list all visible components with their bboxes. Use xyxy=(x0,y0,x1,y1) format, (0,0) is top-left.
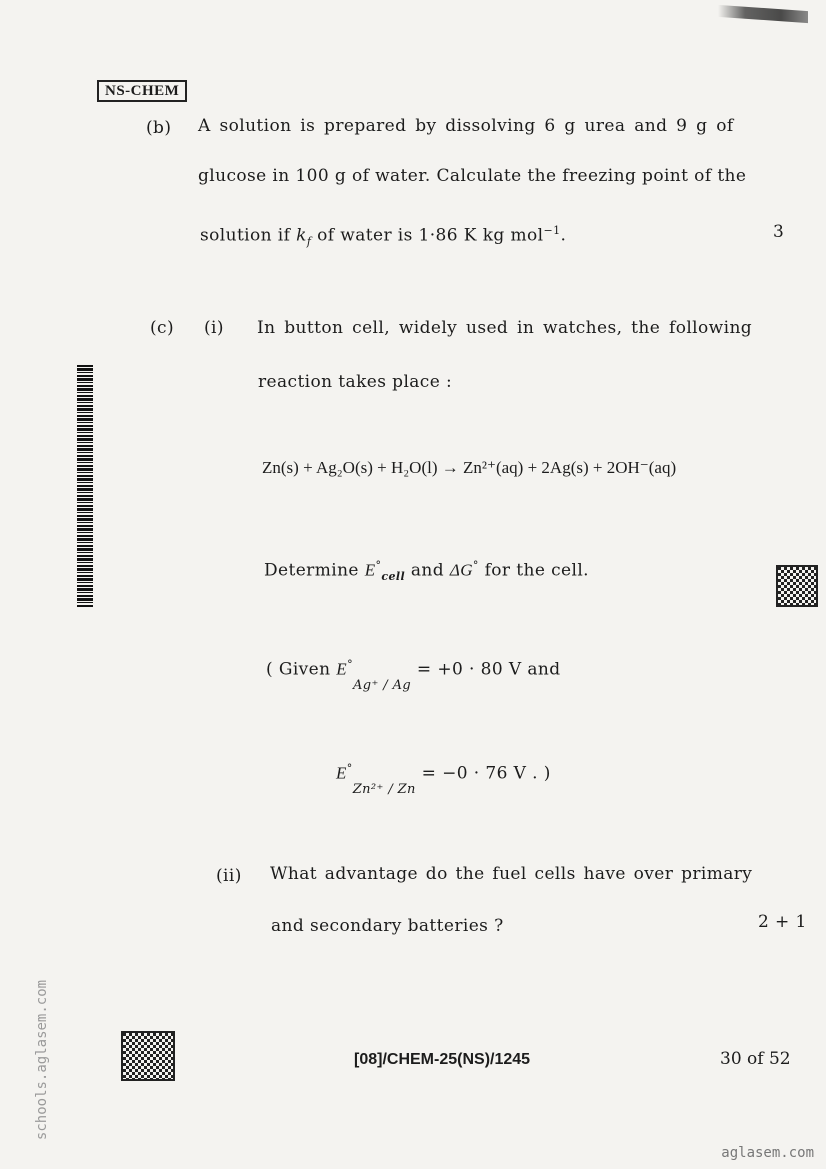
part-i-line1: In button cell, widely used in watches, the following xyxy=(257,318,753,338)
qr-code-bottom xyxy=(121,1031,175,1081)
question-b-label: (b) xyxy=(146,118,172,138)
part-ii-line2: and secondary batteries ? xyxy=(271,916,504,936)
part-i-line2: reaction takes place : xyxy=(258,372,453,392)
barcode-strip xyxy=(77,365,93,607)
paper-code: [08]/CHEM-25(NS)/1245 xyxy=(354,1051,531,1068)
question-b-line1: A solution is prepared by dissolving 6 g urea and 9 g of xyxy=(198,116,734,136)
qr-code-right xyxy=(776,565,818,607)
given-zn-line: $E^\circ_{Zn^{2+} / Zn} = -0 \cdot 76$ V . ) xyxy=(336,762,551,798)
question-b-line2: glucose in 100 g of water. Calculate the freezing point of the xyxy=(198,166,747,186)
subject-tag: NS-CHEM xyxy=(97,80,187,102)
page-number: 30 of 52 xyxy=(720,1049,791,1069)
determine-line: Determine $E^\circ_{cell}$ and ΔG° for the cell. xyxy=(264,559,589,584)
question-c-label: (c) xyxy=(150,318,174,338)
part-ii-label: (ii) xyxy=(216,866,242,886)
side-watermark: schools.aglasem.com xyxy=(34,979,50,1141)
part-i-label: (i) xyxy=(204,318,224,338)
bottom-watermark: aglasem.com xyxy=(721,1145,814,1161)
given-ag-line: ( Given $E^\circ_{Ag^+ / Ag} = +0 \cdot 80$ V and xyxy=(266,658,561,694)
part-ii-marks: 2 + 1 xyxy=(758,912,807,932)
question-b-marks: 3 xyxy=(773,222,785,242)
question-b-line3: solution if $k_f$ of water is 1·86 K kg mol$^{-1}$. xyxy=(200,224,567,249)
part-ii-line1: What advantage do the fuel cells have over primary xyxy=(270,864,753,884)
scan-artifact xyxy=(718,5,808,23)
reaction-equation: Zn(s) + Ag₂O(s) + H₂O(l) → Zn²⁺(aq) + 2Ag(s) + 2OH⁻(aq) xyxy=(262,458,677,477)
